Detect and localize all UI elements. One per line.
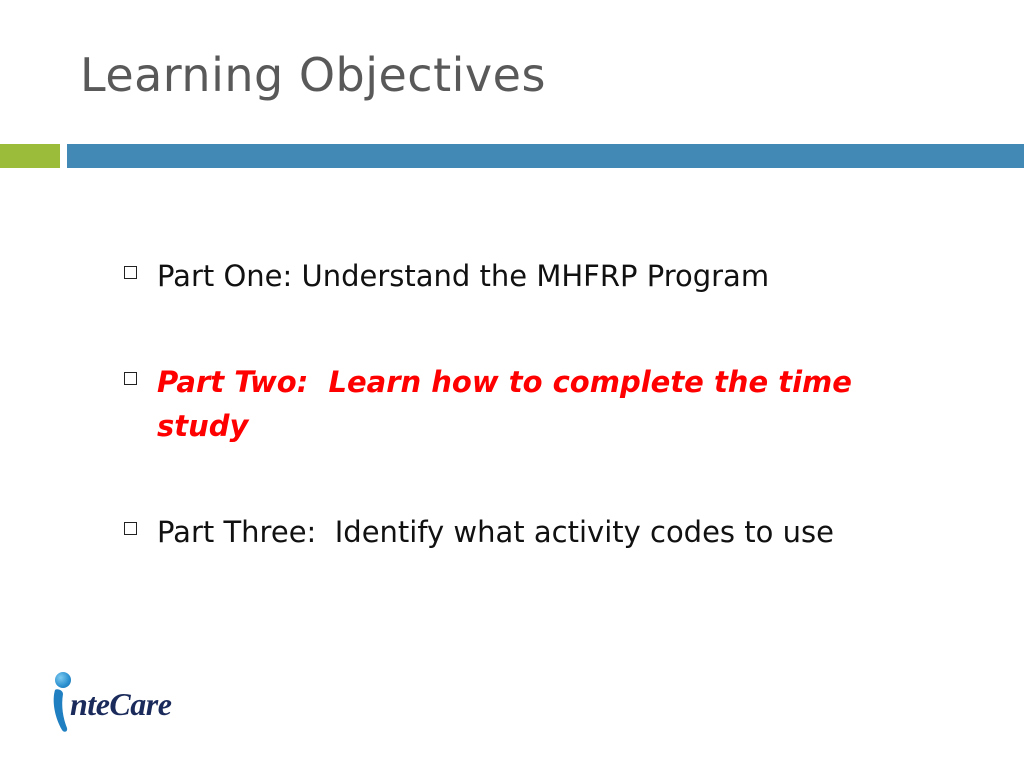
square-bullet-icon (124, 266, 137, 279)
objective-item-part-three (124, 510, 864, 554)
square-bullet-icon (124, 372, 137, 385)
intecare-logo (52, 672, 212, 736)
objective-item-part-one (124, 254, 864, 298)
square-bullet-icon (124, 522, 137, 535)
objective-item-part-two (124, 360, 864, 448)
title-accent-bar-green (0, 144, 60, 168)
objective-text: Part One: Understand the MHFRP Program (157, 259, 770, 293)
slide-title: Learning Objectives (80, 48, 546, 102)
logo-wordmark: nteCare (70, 686, 172, 722)
objective-text: Part Three: Identify what activity codes to use (157, 515, 834, 549)
title-accent-bar-blue (67, 144, 1024, 168)
objective-text-highlighted: Part Two: Learn how to complete the time study (157, 365, 863, 443)
